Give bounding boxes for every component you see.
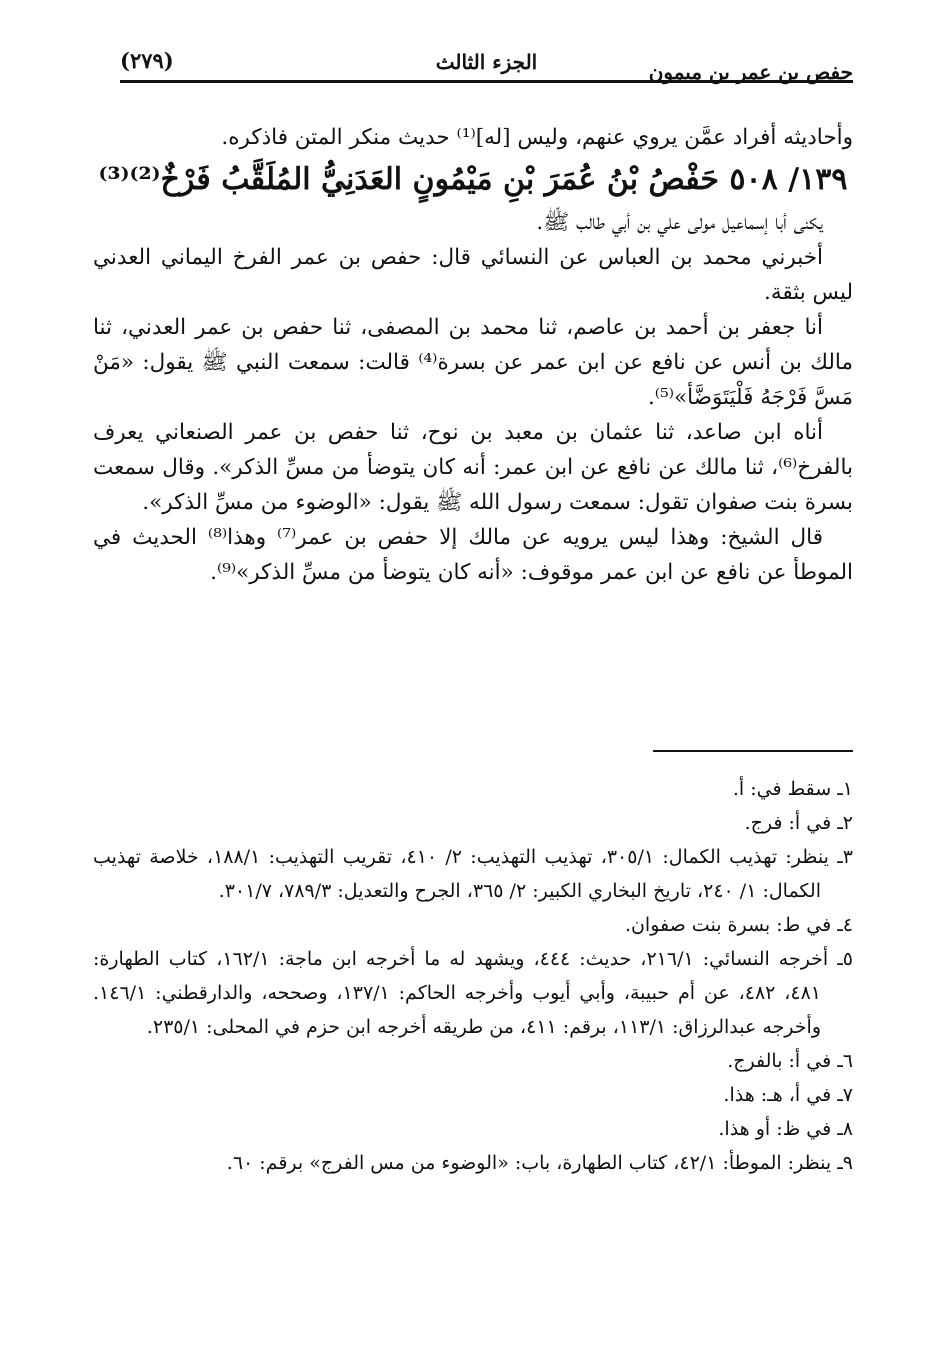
header-rule bbox=[120, 80, 853, 83]
footnote-6: ٦ـ في أ: بالفرج. bbox=[727, 1050, 853, 1072]
kunya-line: يكنى أبا إسماعيل مولى علي بن أبي طالب ﷺ. bbox=[536, 210, 823, 235]
page-number: (٢٧٩) bbox=[120, 48, 174, 73]
opening-line: وأحاديثه أفراد عمَّن يروي عنهم، وليس [له]⁽¹⁾ حديث منكر المتن فاذكره. bbox=[221, 125, 853, 150]
footnote-rule bbox=[653, 750, 853, 752]
footnote-7: ٧ـ في أ، هـ: هذا. bbox=[723, 1084, 853, 1106]
footnote-2: ٢ـ في أ: فرج. bbox=[744, 812, 853, 834]
footnote-5: ٥ـ أخرجه النسائي: ٢١٦/١، حديث: ٤٤٤، ويشهد له ما أخرجه ابن ماجة: ١٦٢/١، كتاب الطهارة: ٤٨١، ٤٨٢، عن أم حبيبة، وأبي أيوب وأخرجه الحاكم: ١٣٧/١، وصححه، والدارقطني: ١٤٦/١. وأخرجه عبدالرزاق: ١١٣/١، برقم: ٤١١، من طريقه أخرجه ابن حزم في المحلى: ٢٣٥/١. bbox=[93, 948, 853, 1038]
paragraph-nasai: أخبرني محمد بن العباس عن النسائي قال: حفص بن عمر الفرخ اليماني العدني ليس بثقة. bbox=[93, 245, 853, 305]
footnote-8: ٨ـ في ظ: أو هذا. bbox=[718, 1118, 853, 1140]
footnote-1: ١ـ سقط في: أ. bbox=[732, 778, 853, 800]
footnote-9: ٩ـ ينظر: الموطأ: ٤٢/١، كتاب الطهارة، باب: «الوضوء من مس الفرج» برقم: ٦٠. bbox=[226, 1152, 853, 1174]
paragraph-isnad-2: أناه ابن صاعد، ثنا عثمان بن معبد بن نوح، ثنا حفص بن عمر الصنعاني يعرف بالفرخ⁽⁶⁾، ثنا مالك عن نافع عن ابن عمر: أنه كان يتوضأ من مسِّ الذكر». وقال سمعت بسرة بنت صفوان تقول: سمعت رسول الله ﷺ يقول: «الوضوء من مسِّ الذكر». bbox=[93, 420, 853, 515]
running-title: حفص بن عمر بن ميمون bbox=[648, 60, 853, 84]
paragraph-isnad-1: أنا جعفر بن أحمد بن عاصم، ثنا محمد بن المصفى، ثنا حفص بن عمر العدني، ثنا مالك بن أنس عن نافع عن ابن عمر عن بسرة⁽⁴⁾ قالت: سمعت النبي ﷺ يقول: «مَنْ مَسَّ فَرْجَهُ فَلْيَتَوَضَّأ»⁽⁵⁾. bbox=[93, 315, 853, 410]
volume-label: الجزء الثالث bbox=[435, 50, 538, 74]
footnote-4: ٤ـ في ط: بسرة بنت صفوان. bbox=[624, 914, 853, 936]
main-text bbox=[93, 120, 853, 590]
footnote-3: ٣ـ ينظر: تهذيب الكمال: ٣٠٥/١، تهذيب التهذيب: ٢/ ٤١٠، تقريب التهذيب: ١٨٨/١، خلاصة تهذيب الكمال: ١/ ٢٤٠، تاريخ البخاري الكبير: ٢/ ٣٦٥، الجرح والتعديل: ٧٨٩/٣، ٣٠١/٧. bbox=[93, 846, 853, 902]
paragraph-shaykh: قال الشيخ: وهذا ليس يرويه عن مالك إلا حفص بن عمر⁽⁷⁾ وهذا⁽⁸⁾ الحديث في الموطأ عن نافع عن ابن عمر موقوف: «أنه كان يتوضأ من مسِّ الذكر»⁽⁹⁾. bbox=[93, 525, 853, 585]
footnotes bbox=[93, 772, 853, 1180]
entry-title: ١٣٩/ ٥٠٨ حَفْصُ بْنُ عُمَرَ بْنِ مَيْمُونٍ العَدَنِيُّ المُلَقَّبُ فَرْخٌ⁽²⁾⁽³⁾ bbox=[98, 162, 848, 197]
